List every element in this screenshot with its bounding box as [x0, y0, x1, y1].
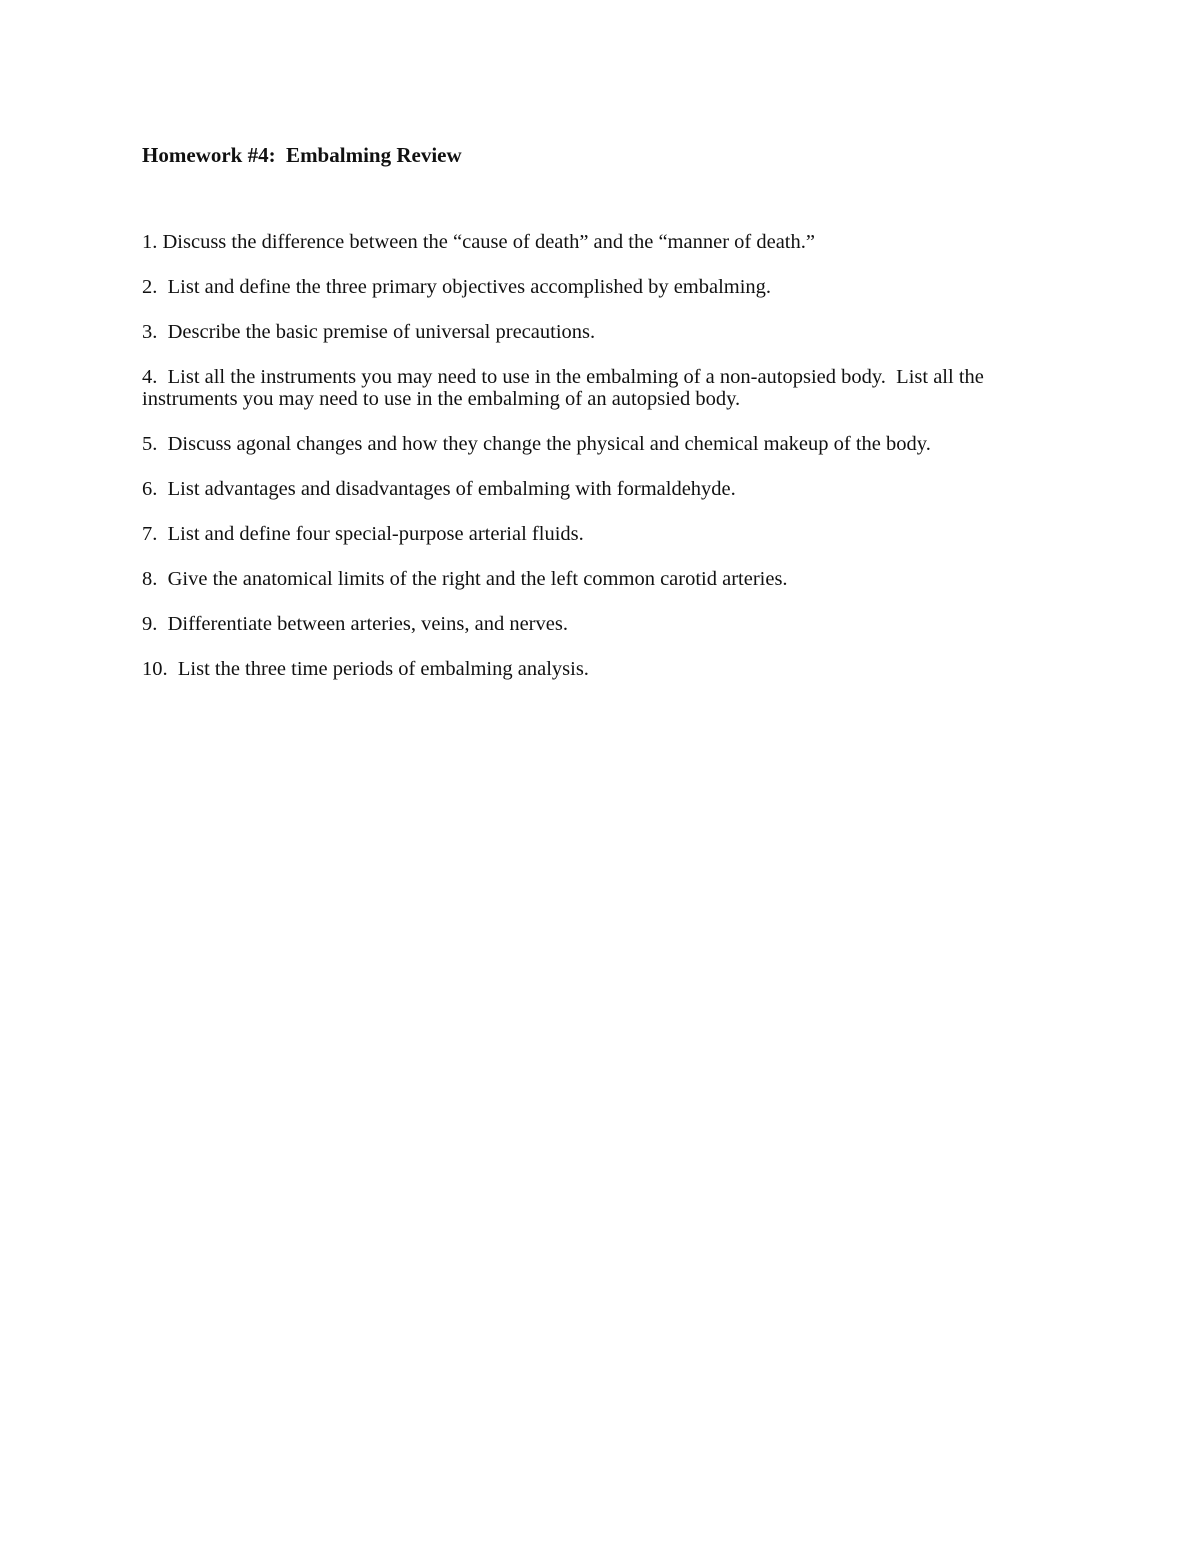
question-item-4: 4. List all the instruments you may need to use in the embalming of a non-autopsied body. List all the instruments you may need to use in the embalming of an autopsied body. [142, 366, 989, 410]
question-item-1: 1. Discuss the difference between the “cause of death” and the “manner of death.” [142, 231, 815, 253]
question-item-5: 5. Discuss agonal changes and how they change the physical and chemical makeup of the body. [142, 433, 931, 455]
question-item-3: 3. Describe the basic premise of universal precautions. [142, 321, 596, 343]
question-item-8: 8. Give the anatomical limits of the right and the left common carotid arteries. [142, 568, 788, 590]
question-item-2: 2. List and define the three primary objectives accomplished by embalming. [142, 276, 772, 298]
question-item-6: 6. List advantages and disadvantages of embalming with formaldehyde. [142, 478, 736, 500]
question-item-7: 7. List and define four special-purpose arterial fluids. [142, 523, 584, 545]
page-title: Homework #4: Embalming Review [142, 143, 462, 167]
question-list [142, 231, 1062, 703]
question-item-9: 9. Differentiate between arteries, veins, and nerves. [142, 613, 568, 635]
question-item-10: 10. List the three time periods of embalming analysis. [142, 658, 589, 680]
